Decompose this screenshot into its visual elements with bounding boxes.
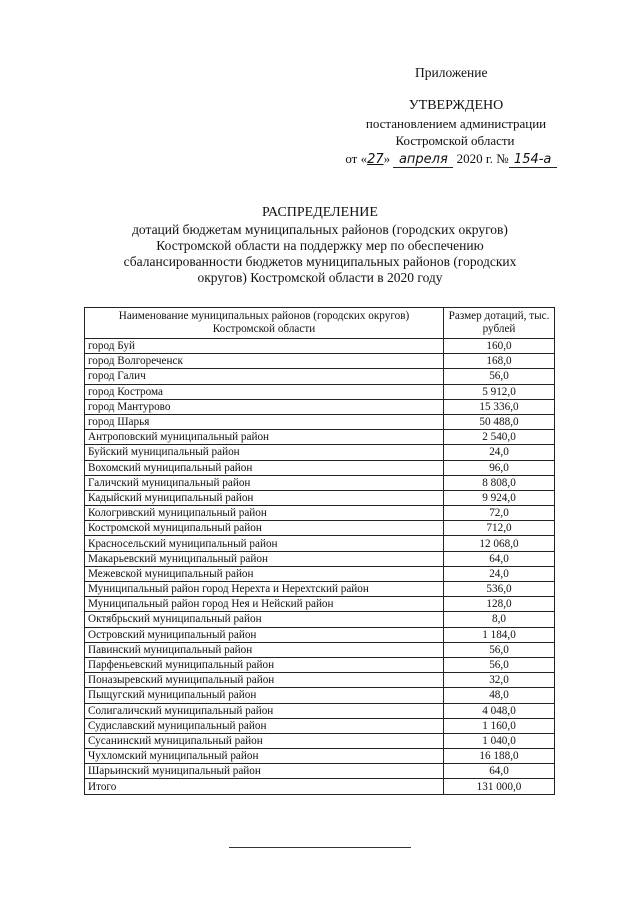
subsidy-amount: 56,0 <box>444 642 555 657</box>
subsidy-amount: 16 188,0 <box>444 749 555 764</box>
total-amount: 131 000,0 <box>444 779 555 794</box>
district-name: Павинский муниципальный район <box>85 642 444 657</box>
approval-stamp <box>300 98 600 168</box>
district-name: Судиславский муниципальный район <box>85 718 444 733</box>
district-name: город Мантурово <box>85 399 444 414</box>
subsidy-amount: 160,0 <box>444 339 555 354</box>
subsidy-amount: 50 488,0 <box>444 414 555 429</box>
date-day: 27 <box>367 152 384 167</box>
district-name: Шарьинский муниципальный район <box>85 764 444 779</box>
table-row <box>85 733 555 748</box>
total-row <box>85 779 555 794</box>
district-name: Чухломский муниципальный район <box>85 749 444 764</box>
heading-line4: округов) Костромской области в 2020 году <box>197 270 443 285</box>
district-name: Солигаличский муниципальный район <box>85 703 444 718</box>
table-row <box>85 384 555 399</box>
table-row <box>85 506 555 521</box>
heading-title: РАСПРЕДЕЛЕНИЕ <box>262 205 378 220</box>
approved-title: УТВЕРЖДЕНО <box>408 98 504 113</box>
district-name: Октябрьский муниципальный район <box>85 612 444 627</box>
subsidy-amount: 128,0 <box>444 597 555 612</box>
header-district: Наименование муниципальных районов (городских округов) Костромской области <box>85 308 444 339</box>
table-row <box>85 566 555 581</box>
subsidy-amount: 2 540,0 <box>444 430 555 445</box>
district-name: Кологривский муниципальный район <box>85 506 444 521</box>
table-row <box>85 657 555 672</box>
date-mid: » <box>383 151 394 166</box>
table-body <box>85 339 555 795</box>
subsidy-amount: 24,0 <box>444 566 555 581</box>
table-row <box>85 703 555 718</box>
district-name: Парфеньевский муниципальный район <box>85 657 444 672</box>
table-row <box>85 354 555 369</box>
approved-line1: постановлением администрации <box>365 116 547 131</box>
appendix-label: Приложение <box>415 65 488 80</box>
subsidy-amount: 9 924,0 <box>444 490 555 505</box>
subsidy-amount: 536,0 <box>444 582 555 597</box>
district-name: город Волгореченск <box>85 354 444 369</box>
district-name: Кадыйский муниципальный район <box>85 490 444 505</box>
table-row <box>85 445 555 460</box>
subsidies-table <box>84 307 555 795</box>
district-name: Антроповский муниципальный район <box>85 430 444 445</box>
date-month: апреля <box>393 152 453 168</box>
subsidy-amount: 64,0 <box>444 764 555 779</box>
district-name: Макарьевский муниципальный район <box>85 551 444 566</box>
subsidy-amount: 8,0 <box>444 612 555 627</box>
table-row <box>85 414 555 429</box>
district-name: Межевской муниципальный район <box>85 566 444 581</box>
table-row <box>85 597 555 612</box>
subsidy-amount: 1 040,0 <box>444 733 555 748</box>
subsidy-amount: 48,0 <box>444 688 555 703</box>
heading-line2: Костромской области на поддержку мер по обеспечению <box>156 238 484 253</box>
date-year: 2020 г. № <box>453 151 509 166</box>
table-row <box>85 688 555 703</box>
date-prefix: от « <box>345 151 368 166</box>
district-name: город Кострома <box>85 384 444 399</box>
table-row <box>85 369 555 384</box>
signature-line <box>229 847 411 848</box>
district-name: Муниципальный район город Нея и Нейский район <box>85 597 444 612</box>
table-row <box>85 490 555 505</box>
subsidy-amount: 168,0 <box>444 354 555 369</box>
district-name: Костромской муниципальный район <box>85 521 444 536</box>
table-row <box>85 430 555 445</box>
total-label: Итого <box>85 779 444 794</box>
subsidy-amount: 56,0 <box>444 369 555 384</box>
district-name: Поназыревский муниципальный район <box>85 673 444 688</box>
header-amount: Размер дотаций, тыс. рублей <box>444 308 555 339</box>
table-row <box>85 399 555 414</box>
table-row <box>85 673 555 688</box>
subsidy-amount: 56,0 <box>444 657 555 672</box>
subsidy-amount: 5 912,0 <box>444 384 555 399</box>
table-row <box>85 536 555 551</box>
table-row <box>85 642 555 657</box>
table-row <box>85 339 555 354</box>
subsidy-amount: 712,0 <box>444 521 555 536</box>
subsidy-amount: 72,0 <box>444 506 555 521</box>
district-name: Островский муниципальный район <box>85 627 444 642</box>
district-name: Вохомский муниципальный район <box>85 460 444 475</box>
table-row <box>85 627 555 642</box>
heading-line3: сбалансированности бюджетов муниципальных районов (городских <box>123 254 517 269</box>
district-name: Красносельский муниципальный район <box>85 536 444 551</box>
table-row <box>85 460 555 475</box>
district-name: Галичский муниципальный район <box>85 475 444 490</box>
subsidy-amount: 32,0 <box>444 673 555 688</box>
subsidy-amount: 4 048,0 <box>444 703 555 718</box>
subsidy-amount: 1 160,0 <box>444 718 555 733</box>
table-row <box>85 749 555 764</box>
district-name: Пыщугский муниципальный район <box>85 688 444 703</box>
district-name: город Буй <box>85 339 444 354</box>
heading-line1: дотаций бюджетам муниципальных районов (городских округов) <box>132 222 508 237</box>
approved-date-line <box>302 151 600 168</box>
table-row <box>85 764 555 779</box>
subsidy-amount: 12 068,0 <box>444 536 555 551</box>
district-name: Сусанинский муниципальный район <box>85 733 444 748</box>
district-name: город Шарья <box>85 414 444 429</box>
subsidy-amount: 8 808,0 <box>444 475 555 490</box>
subsidy-amount: 1 184,0 <box>444 627 555 642</box>
table-header-row <box>85 308 555 339</box>
subsidy-amount: 15 336,0 <box>444 399 555 414</box>
subsidy-amount: 24,0 <box>444 445 555 460</box>
table-row <box>85 475 555 490</box>
district-name: Буйский муниципальный район <box>85 445 444 460</box>
decree-number: 154-а <box>509 152 557 168</box>
table-row <box>85 582 555 597</box>
subsidy-amount: 64,0 <box>444 551 555 566</box>
district-name: город Галич <box>85 369 444 384</box>
table-row <box>85 521 555 536</box>
table-row <box>85 551 555 566</box>
approved-line2: Костромской области <box>395 133 515 148</box>
district-name: Муниципальный район город Нерехта и Нерехтский район <box>85 582 444 597</box>
table-row <box>85 718 555 733</box>
subsidy-amount: 96,0 <box>444 460 555 475</box>
document-heading <box>40 205 600 286</box>
table-row <box>85 612 555 627</box>
